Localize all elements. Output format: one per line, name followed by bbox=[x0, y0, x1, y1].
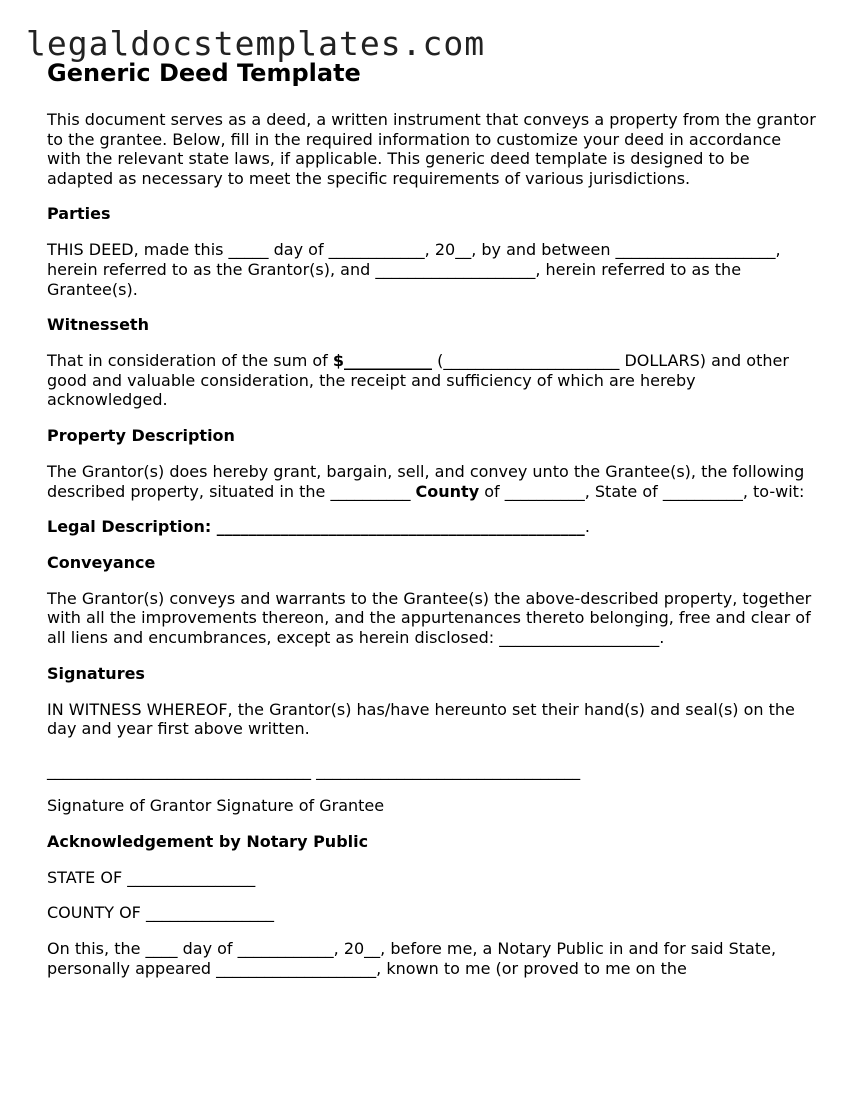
intro-paragraph: This document serves as a deed, a written instrument that conveys a property from the grantor to the grantee. Below, fill in the required information to customize your deed in accordance with the relevant state laws, if applicable. This generic deed template is designed to be adapted as necessary to meet the specific requirements of various jurisdictions. bbox=[47, 110, 816, 188]
property-heading: Property Description bbox=[47, 425, 235, 445]
property-paragraph bbox=[47, 462, 817, 501]
document-title: Generic Deed Template bbox=[47, 59, 361, 87]
legal-description bbox=[47, 517, 817, 537]
notary-state: STATE OF ________________ bbox=[47, 867, 256, 887]
document-body bbox=[47, 58, 817, 994]
property-text-before: The Grantor(s) does hereby grant, bargain, sell, and convey unto the Grantee(s), the following described property, situated in the __________ bbox=[47, 461, 805, 501]
county-label: County bbox=[415, 481, 480, 501]
conveyance-paragraph: The Grantor(s) conveys and warrants to the Grantee(s) the above-described property, together with all the improvements thereon, and the appurtenances thereto belonging, free and clear of all liens and encumbrances, except as herein disclosed: ____________________. bbox=[47, 588, 812, 647]
legal-description-suffix: . bbox=[584, 517, 590, 537]
legal-description-label: Legal Description: ______________________________________________ bbox=[47, 517, 585, 537]
witnesseth-heading: Witnesseth bbox=[47, 315, 149, 335]
notary-heading: Acknowledgement by Notary Public bbox=[47, 831, 369, 851]
notary-paragraph: On this, the ____ day of ____________, 20__, before me, a Notary Public in and for said State, personally appeared ____________________, known to me (or proved to me on the bbox=[47, 939, 777, 978]
signatures-heading: Signatures bbox=[47, 663, 145, 683]
parties-heading: Parties bbox=[47, 204, 111, 224]
signature-labels: Signature of Grantor Signature of Grantee bbox=[47, 796, 385, 816]
signature-lines: _________________________________ _________________________________ bbox=[47, 760, 581, 780]
signatures-paragraph: IN WITNESS WHEREOF, the Grantor(s) has/have hereunto set their hand(s) and seal(s) on the day and year first above written. bbox=[47, 699, 795, 739]
witnesseth-text-before: That in consideration of the sum of bbox=[47, 351, 333, 371]
site-watermark: legaldocstemplates.com bbox=[26, 24, 486, 63]
witnesseth-paragraph bbox=[47, 351, 817, 410]
property-text-after: of __________, State of __________, to-wit: bbox=[479, 481, 805, 501]
conveyance-heading: Conveyance bbox=[47, 552, 156, 572]
witnesseth-text-after: (______________________ DOLLARS) and other good and valuable consideration, the receipt and sufficiency of which are hereby acknowledged. bbox=[47, 351, 789, 410]
notary-county: COUNTY OF ________________ bbox=[47, 903, 274, 923]
parties-paragraph: THIS DEED, made this _____ day of ____________, 20__, by and between ____________________, herein referred to as the Grantor(s), and ____________________, herein referred to as the Grantee(s). bbox=[47, 240, 781, 299]
consideration-amount: $___________ bbox=[332, 351, 433, 371]
